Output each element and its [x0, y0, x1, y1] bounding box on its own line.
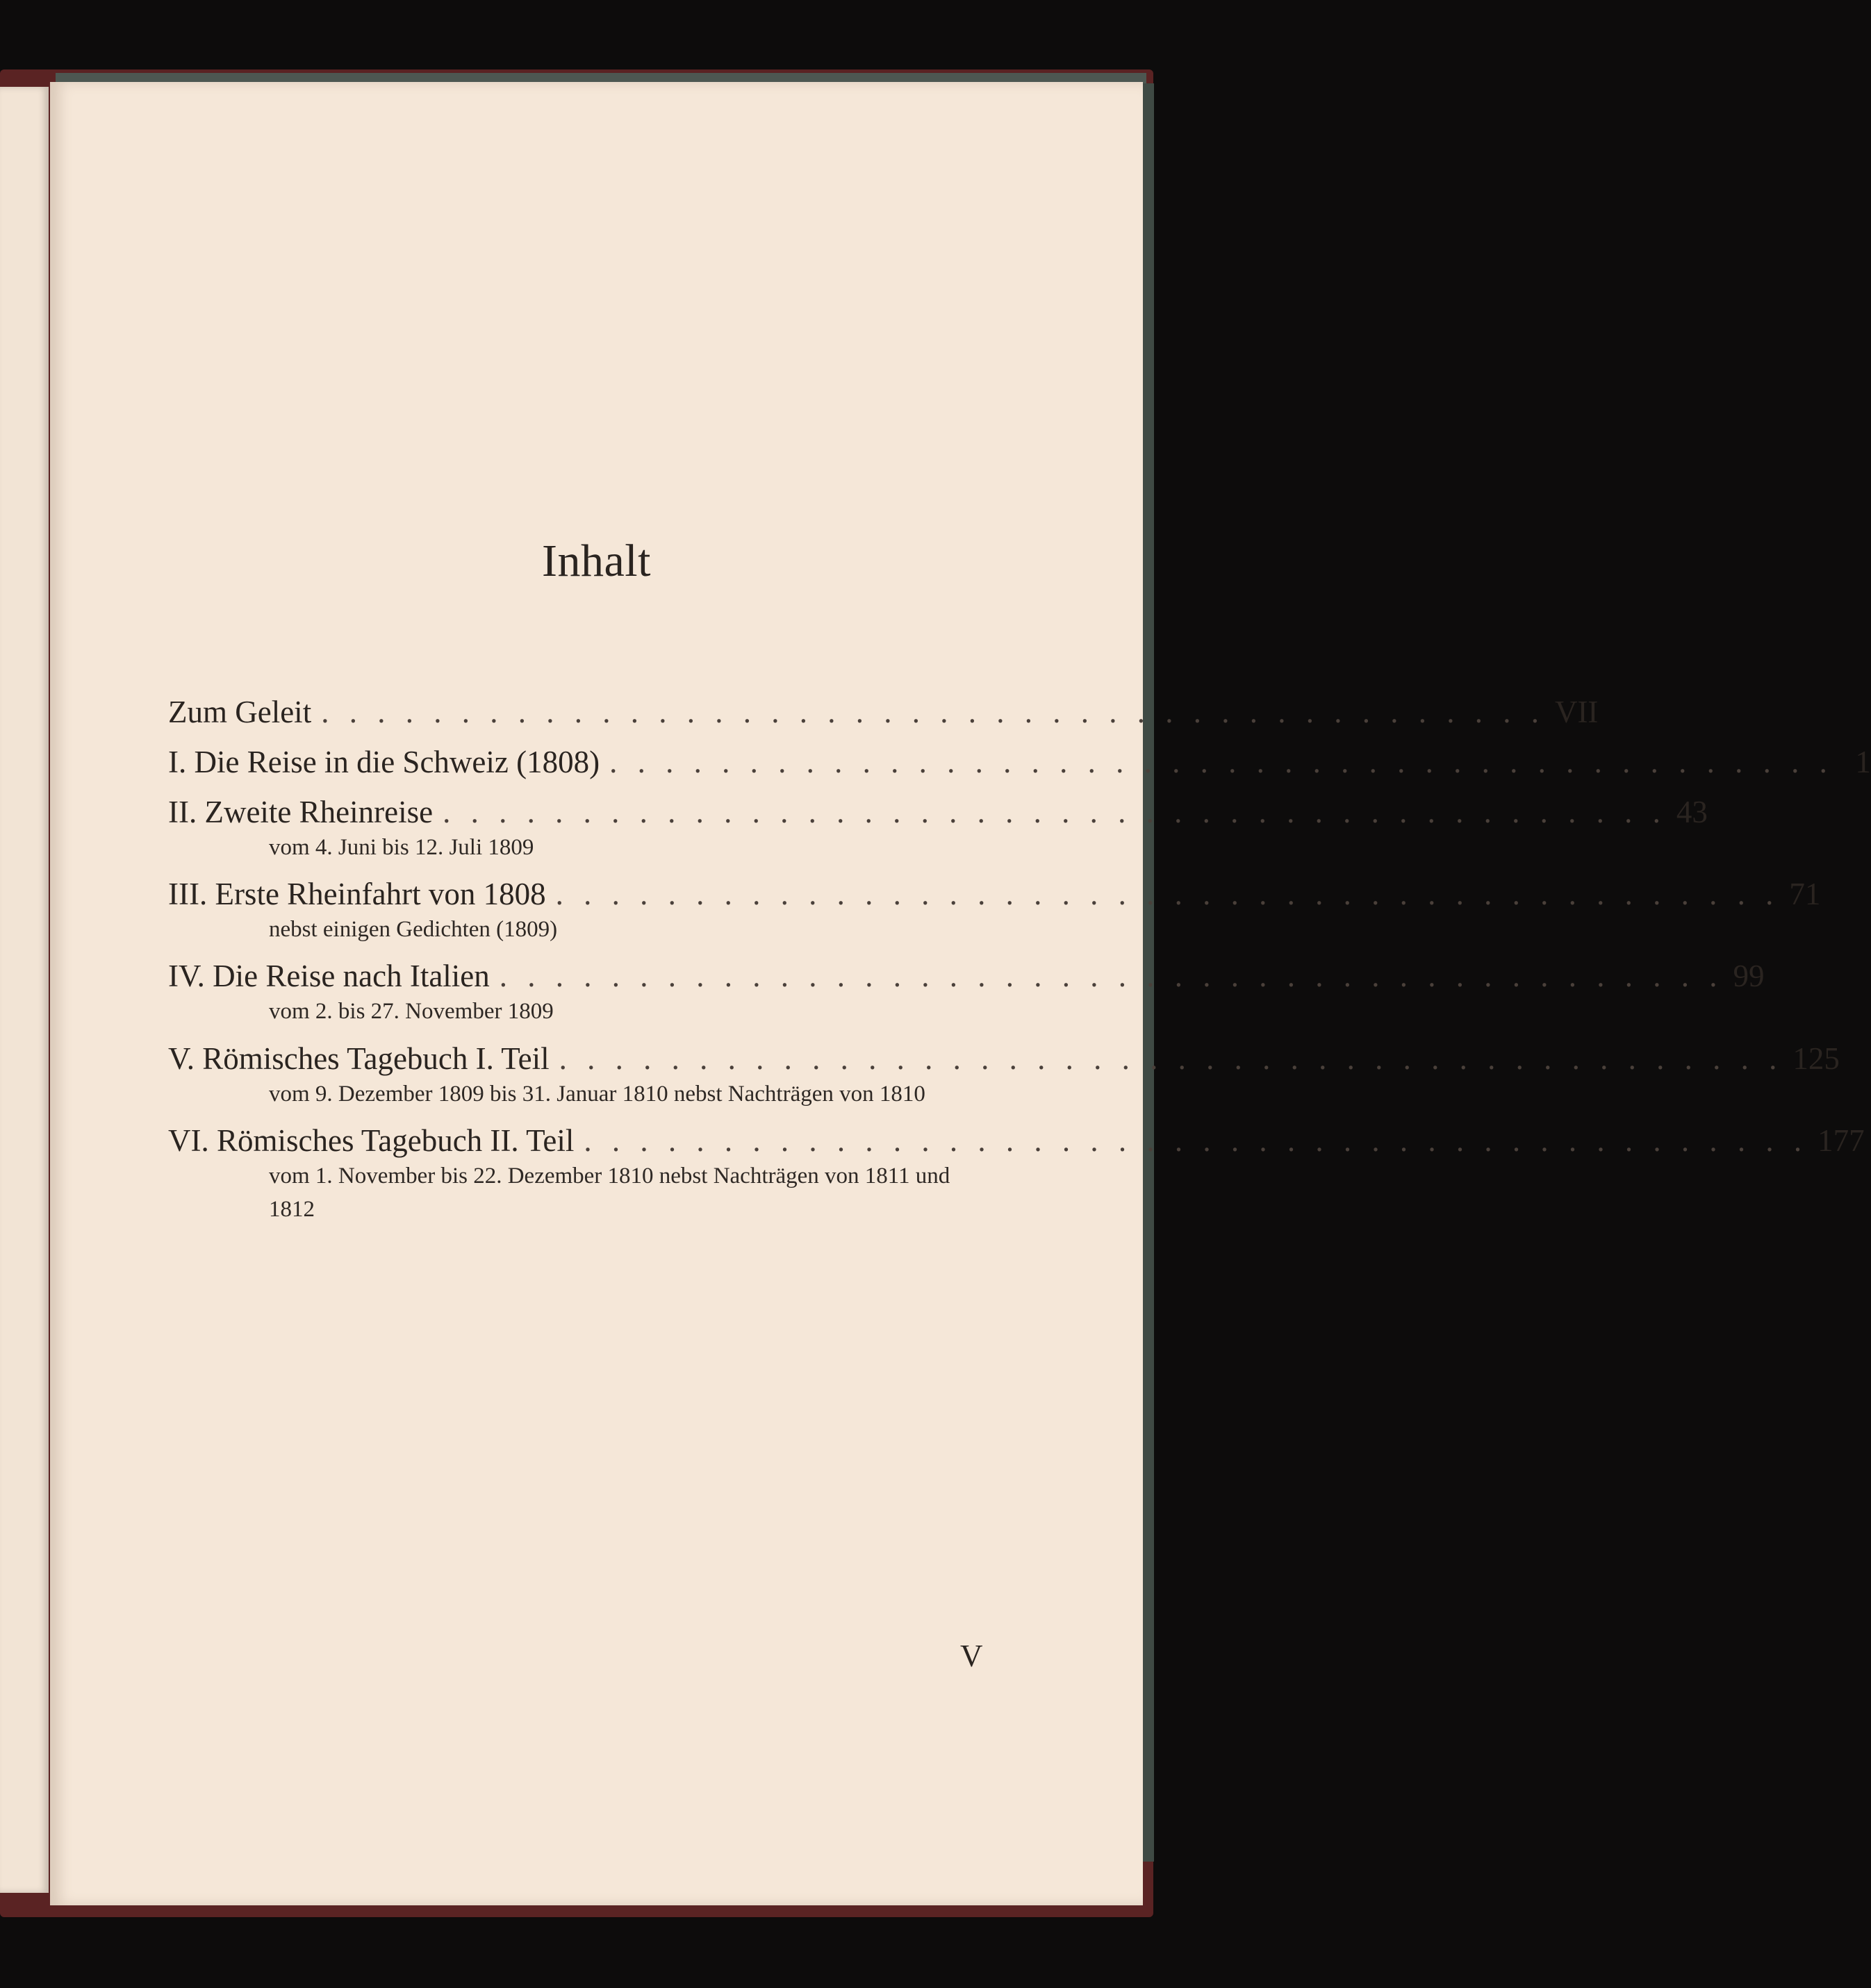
toc-entry-title: I. Die Reise in die Schweiz (1808) [168, 745, 600, 779]
toc-entry-subtitle: nebst einigen Gedichten (1809) [269, 917, 558, 943]
dot-leader: . . . . . . . . . . . . . . . . . . . . . . . . . . . . . . . . . . . . . . . . . . . . [555, 877, 1780, 912]
toc-entry-title: II. Zweite Rheinreise [168, 795, 434, 829]
toc-entry-subtitle: vom 2. bis 27. November 1809 [269, 999, 554, 1025]
toc-entry-1 [168, 743, 1871, 781]
page-title: Inhalt [542, 536, 651, 586]
dot-leader: . . . . . . . . . . . . . . . . . . . . . . . . . . . . . . . . . . . . . . . . . . . . [499, 959, 1724, 994]
toc-entry-3 [168, 875, 1821, 946]
toc-entry-page: 125 [1792, 1041, 1840, 1076]
toc-entry-title: Zum Geleit [168, 695, 312, 729]
toc-entry-page: 99 [1733, 959, 1765, 994]
toc-entry-4 [168, 957, 1765, 1028]
toc-entry-5 [168, 1040, 1840, 1111]
dot-leader: . . . . . . . . . . . . . . . . . . . . . . . . . . . . . . . . . . . . . . . . . . . . [321, 695, 1545, 729]
dot-leader: . . . . . . . . . . . . . . . . . . . . . . . . . . . . . . . . . . . . . . . . . . . . [443, 795, 1667, 829]
toc-entry-6 [168, 1122, 1865, 1226]
toc-entry-subtitle: vom 9. Dezember 1809 bis 31. Januar 1810 nebst Nachträgen von 1810 [269, 1081, 925, 1107]
toc-entry-page: 71 [1789, 877, 1821, 912]
toc-entry-title: IV. Die Reise nach Italien [168, 959, 490, 994]
toc-entry-geleit [168, 693, 1599, 731]
dot-leader: . . . . . . . . . . . . . . . . . . . . . . . . . . . . . . . . . . . . . . . . . . . . [559, 1041, 1783, 1076]
toc-entry-title: VI. Römisches Tagebuch II. Teil [168, 1123, 575, 1158]
toc-entry-subtitle: vom 4. Juni bis 12. Juli 1809 [269, 835, 534, 860]
toc-entry-subtitle: vom 1. November bis 22. Dezember 1810 nebst Nachträgen von 1811 und 1812 [269, 1163, 950, 1222]
page-number: V [960, 1639, 983, 1673]
dot-leader: . . . . . . . . . . . . . . . . . . . . . . . . . . . . . . . . . . . . . . . . . . . . [584, 1123, 1808, 1158]
dot-leader: . . . . . . . . . . . . . . . . . . . . . . . . . . . . . . . . . . . . . . . . . . . . [609, 745, 1833, 779]
table-of-contents [168, 693, 1871, 1226]
left-page-edge [0, 87, 49, 1893]
toc-entry-page: 1 [1855, 745, 1871, 779]
toc-entry-page: 43 [1676, 795, 1708, 829]
toc-entry-title: V. Römisches Tagebuch I. Teil [168, 1041, 550, 1076]
book-page [50, 82, 1871, 1905]
toc-entry-page: VII [1554, 695, 1599, 729]
toc-entry-page: 177 [1818, 1123, 1865, 1158]
toc-entry-2 [168, 793, 1708, 864]
toc-entry-title: III. Erste Rheinfahrt von 1808 [168, 877, 546, 912]
